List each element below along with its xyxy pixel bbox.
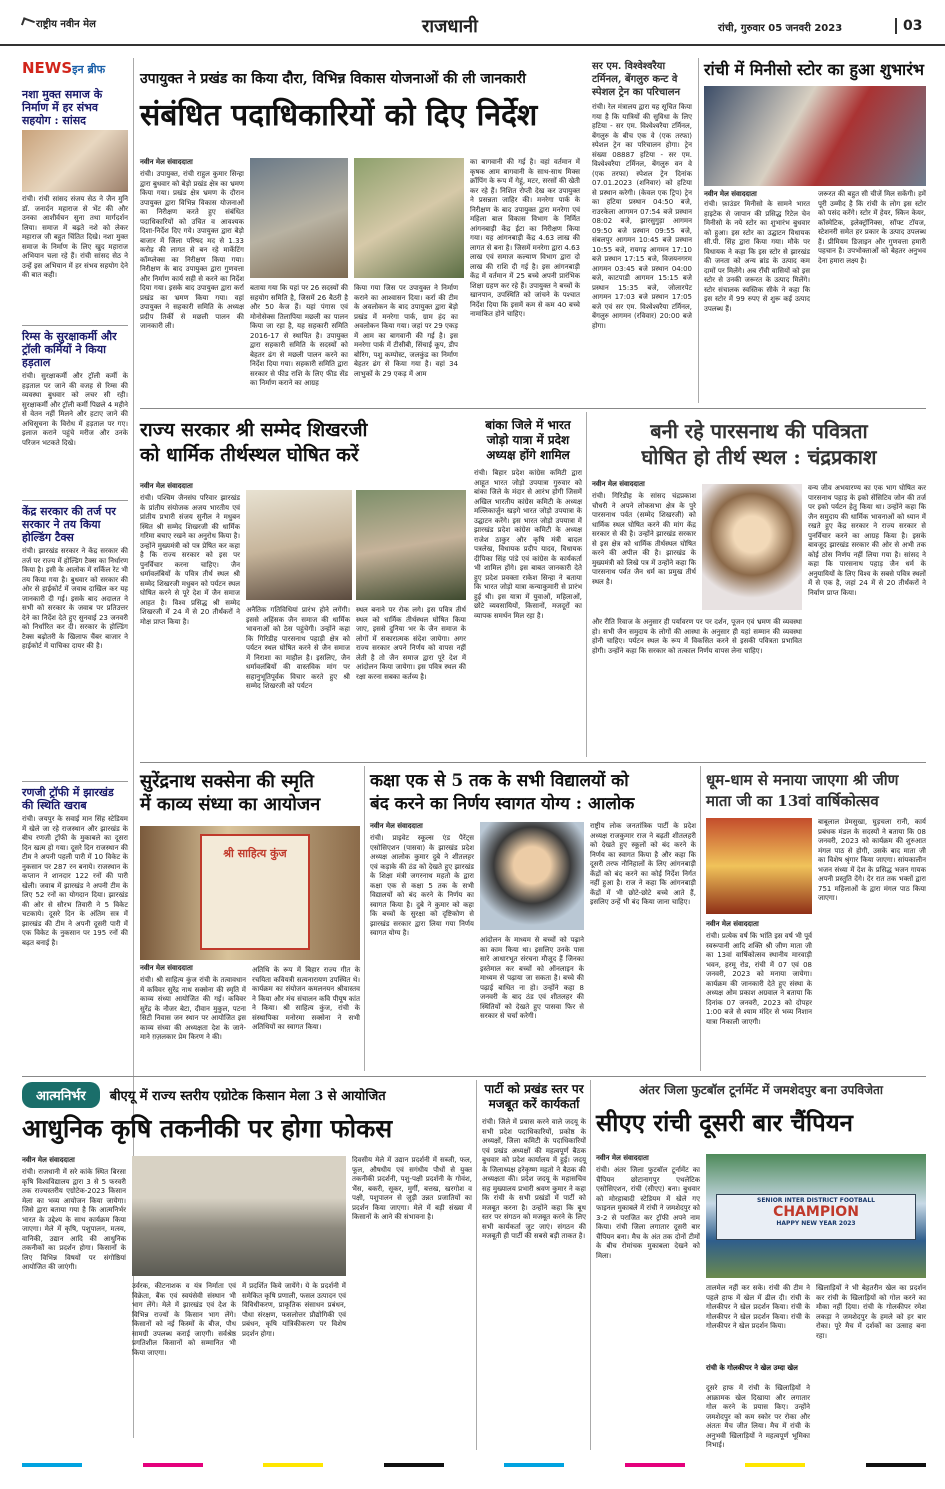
krishi-col2: उर्वरक, कीटनाशक व यंत्र निर्माता एवं विक्रेता, बैंक एवं स्वयंसेवी संस्थान भी भाग लेंगे। मेले में झारखंड एवं देश के विभिन्न राज्यों के किसान भाग लेंगे। किसानों को नई किस्मों के बीज, पौध सामग्री उपलब्ध कराई जाएगी। सर्वश्रेष्ठ प्रगतिशील किसानों को सम्मानित भी किया जाएगा। <box>132 1282 236 1357</box>
parasnath-col-b: और रीति रिवाज के अनुसार ही पर्यावरण पर पर दर्शन, पूजन एवं भ्रमण की व्यवस्था हो। सभी जैन समुदाय के लोगों की आस्था के अनुसार ही यहां सम्मान की व्यवस्था होनी चाहिए। पर्यटन स्थल के रूप में विकसित करने से इसकी पवित्रता प्रभावित होगी। उन्होंने कहा कि सरकार को तत्काल निर्णय वापस लेना चाहिए। <box>592 618 802 655</box>
krishi-headline: आधुनिक कृषि तकनीकी पर होगा फोकस <box>22 1114 393 1143</box>
sammed-col1: रांची। पश्चिम जैनसंघ परिवार झारखंड के प्रांतीय संयोजक अजय भारतीय एवं प्रांतीय प्रभारी संजय सुनील ने मधुबन स्थित श्री सम्मेद शिखरजी की धार्मिक गरिमा बचाए रखने का अनुरोध किया है। उन्होंने मुख्यमंत्री को पत्र प्रेषित कर कहा है कि राज्य सरकार को इस पर पुनर्विचार करना चाहिए। जैन धर्मावलंबियों के पवित्र तीर्थ स्थल श्री सम्मेद शिखरजी मधुबन को पर्यटन स्थल घोषित करने से पूरे देश में जैन समाज आहत है। विश्व प्रसिद्ध श्री सम्मेद शिखरजी में 24 में से 20 तीर्थंकरों ने मोक्ष प्राप्त किया है। <box>140 494 240 626</box>
schools-byline: नवीन मेल संवाददाता <box>370 822 423 830</box>
banka-headline: बांका जिले में भारत जोड़ो यात्रा में प्रदेश अध्यक्ष होंगे शामिल <box>485 418 571 462</box>
brief-item-head: केंद्र सरकार की तर्ज पर सरकार ने तय किया होल्डिंग टैक्स <box>22 505 116 544</box>
story-saxena <box>140 770 360 1070</box>
football-col-bottom: तालमेल नहीं कर सके। रांची की टीम ने पहले हाफ में खेल में ढील दी। रांची के गोलकीपर ने खेल प्रदर्शन किया। रांची के गोलकीपर ने खेल प्रदर्शन किया। रांची के गोलकीपर ने खेल प्रदर्शन किया। <box>706 1284 810 1330</box>
story-dc-visit <box>140 70 580 390</box>
sammed-headline-1: राज्य सरकार श्री सम्मेद शिखरजी <box>140 419 368 441</box>
section-title: राजधानी <box>422 16 478 37</box>
dateline: रांची, गुरुवार 05 जनवरी 2023 <box>718 23 843 34</box>
krishi-byline: नवीन मेल संवाददाता <box>22 1156 75 1164</box>
parasnath-photo <box>702 484 802 610</box>
krishi-kicker-bar <box>22 1082 472 1108</box>
saxena-banner-text: श्री साहित्य कुंज <box>223 847 287 860</box>
bird-icon <box>21 17 35 29</box>
story1-col1: रांची। उपायुक्त, रांची राहुल कुमार सिन्हा द्वारा बुधवार को बेड़ो प्रखंड क्षेत्र का भ्रमण किया गया। प्रखंड क्षेत्र भ्रमण के दौरान उपायुक्त द्वारा विभिन्न विकास योजनाओं का निरीक्षण करते हुए संबंधित पदाधिकारियों को उचित व आवश्यक दिशा-निर्देश दिए गये। उपायुक्त द्वारा बेड़ो बाजार में जिला परिषद मद से 1.33 करोड़ की लागत से बन रहे मार्केटिंग कॉम्प्लेक्स का निरीक्षण किया गया। निरीक्षण के बाद उपायुक्त द्वारा गुणवत्ता और निर्माण कार्य सही से करने का निर्देश दिया गया। इसके बाद उपायुक्त द्वारा कर्रा प्रखंड का भ्रमण किया गया। वहां उपायुक्त ने सहकारी समिति के अध्यक्ष प्रदीप तिर्की से मछली पालन की जानकारी ली। <box>140 170 244 330</box>
football-banner-line2: CHAMPION <box>773 1204 859 1220</box>
story-banka <box>474 418 582 758</box>
page-number: 03 <box>895 18 922 34</box>
brief-item-text: रांची। सुरक्षाकर्मी और ट्रॉली कर्मी के हड़ताल पर जाने की वजह से रिम्स की व्यवस्था बुधवार को लचर सी रही। सुरक्षाकर्मी और ट्रॉली कर्मी पिछले 4 महीने से वेतन नहीं मिलने और हटाए जाने की अधिसूचना के विरोध में हड़ताल पर गए। इलाज कराने पहुंचे मरीज और उनके परिजन भटकते दिखे। <box>22 372 128 447</box>
story1-col2: बताया गया कि यहां पर 26 सदस्यों की सहयोग समिति है, जिसमें 26 बैठरी है और 50 केज हैं। यहां पंगास एवं मोनोसेक्स तिलापिया मछली का पालन किया जा रहा है, यह सहकारी समिति 2016-17 से स्थापित है। उपायुक्त द्वारा सहकारी समिति के सदस्यों को बेहतर ढंग से मछली पालन करने का निर्देश दिया गया। सहकारी समिति द्वारा सरकार से फीड राशि के लिए फीड सेंड का निर्माण कराने का आग्रह <box>250 284 348 387</box>
schools-photo <box>480 822 584 930</box>
krishi-tag: आत्मनिर्भर <box>22 1082 100 1108</box>
story-schools <box>370 770 696 1070</box>
krishi-col3: में प्रदर्शित किये जायेंगे। ये के प्रदर्शनी में समेकित कृषि प्रणाली, फसल उत्पादन एवं विविधीकरण, प्राकृतिक संसाधन प्रबंधन, पौधा संरक्षण, फसलोत्तर प्रौद्योगिकी एवं प्रबंधन, कृषि यांत्रिकीकरण पर विशेष प्रदर्शन होगा। <box>242 1282 346 1338</box>
paper-name: राष्ट्रीय नवीन मेल <box>36 19 96 30</box>
banka-text: रांची। बिहार प्रदेश कांग्रेस कमिटी द्वारा आहूत भारत जोड़ो उपयात्रा गुरुवार को बांका जिले के मंदार से आरंभ होगी जिसमें अखिल भारतीय कांग्रेस कमिटी के अध्यक्ष मल्लिकार्जुन खड़गे भारत जोड़ो उपयात्रा के उद्घाटन करेंगे। इस भारत जोड़ो उपयात्रा में झारखंड प्रदेश कांग्रेस कमिटी के अध्यक्ष राजेश ठाकुर और कृषि मंत्री बादल पत्रलेख, विधायक प्रदीप यादव, विधायक दीपिका सिंह पांडे एवं कांग्रेस के कार्यकर्ता भी शामिल होंगे। इस बाबत जानकारी देते हुए प्रदेश प्रवक्ता राकेश सिन्हा ने बताया कि भारत जोड़ो यात्रा कन्याकुमारी से प्रारंभ हुई थी। इस यात्रा में युवाओं, महिलाओं, छोटे व्यवसायियों, किसानों, मजदूरों का व्यापक समर्थन मिल रहा है। <box>474 469 582 620</box>
schools-headline-1: कक्षा एक से 5 तक के सभी विद्यालयों को <box>370 771 629 791</box>
parasnath-col-a: रांची। गिरिडीह के सांसद चंद्रप्रकाश चौधरी ने अपने लोकसभा क्षेत्र के पुरे पारसनाथ पर्वत (सम्मेद शिखरजी) को धार्मिक स्थल घोषित करने की मांग केंद्र सरकार से की है। उन्होंने झारखंड सरकार से इस क्षेत्र को धार्मिक तीर्थस्थल घोषित करने की अपील की है। झारखंड के मुख्यमंत्री को लिखे पत्र में उन्होंने कहा कि पारसनाथ पर्वत जैन धर्म का प्रमुख तीर्थ स्थल है। <box>592 492 696 586</box>
krishi-col4: दिवसीय मेले में उद्यान प्रदर्शनी में सब्जी, फल, फूल, औषधीय एवं सगंधीय पौधों से युक्त तकनीकी प्रदर्शनी, पशु-पक्षी प्रदर्शनी के गोवंश, भैंस, बकरी, सूकर, मुर्गी, बत्तख, खरगोश व पक्षी, पशुपालन से जुड़ी उन्नत प्रजातियों का प्रदर्शन किया जाएगा। मेले में बड़ी संख्या में किसानों के आने की संभावना है। <box>352 1156 472 1221</box>
saxena-col1: रांची। श्री साहित्य कुंज रांची के तत्वावधान में कविवर सुरेंद्र नाथ सक्सेना की स्मृति में काव्य संध्या आयोजित की गई। कविवर सुरेंद्र के नौजर बेटा, दीवान मुकुल, पटना सिटी निवास जन स्थान पर आयोजित इस काव्य संध्या की अध्यक्षता देश के जाने-माने ग़ज़लकार प्रेम किरण ने की। <box>140 976 246 1041</box>
party-headline: पार्टी को प्रखंड स्तर पर मजबूत करें कार्यकर्ता <box>484 1082 584 1111</box>
reg-mark <box>22 1463 82 1467</box>
brief-item-head: नशा मुक्त समाज के निर्माण में हर संभव सहयोग : सांसद <box>22 88 103 127</box>
story1-kicker: उपायुक्त ने प्रखंड का किया दौरा, विभिन्न विकास योजनाओं की ली जानकारी <box>140 71 526 87</box>
miniso-photo <box>704 86 926 186</box>
brief-item-head: रणजी ट्रॉफी में झारखंड की स्थिति खराब <box>22 786 114 812</box>
schools-col1: रांची। प्राइवेट स्कूल्स एंड पैरेंट्स एसोसिएशन (पासवा) के झारखंड प्रदेश अध्यक्ष आलोक कुमार दुबे ने शीतलहर एवं कड़ाके की ठंड को देखते हुए झारखंड के शिक्षा मंत्री जगरनाथ महतो के द्वारा कक्षा एक से कक्षा 5 तक के सभी विद्यालयों को बंद करने के निर्णय का स्वागत किया है। दुबे ने कुमार को कहा कि बच्चों के सुरक्षा को दृष्टिकोण से झारखंड सरकार द्वारा लिया गया निर्णय स्वागत योग्य है। <box>370 834 474 937</box>
sammed-col2: अनैतिक गतिविधियां प्रारंभ होने लगेंगी। इससे अहिंसक जैन समाज की धार्मिक भावनाओं को ठेस पहुंचेगी। उन्होंने कहा कि गिरिडीह पारसनाथ पहाड़ी क्षेत्र को पर्यटन स्थल घोषित करने से जैन समाज में निराशा का माहौल है। इसलिए, जैन धर्मावलंबियों की वास्तविक मांग पर सहानुभूतिपूर्वक विचार करते हुए श्री सम्मेद शिखरजी को पर्यटन <box>246 606 350 690</box>
parasnath-headline-2: घोषित हो तीर्थ स्थल : चंद्रप्रकाश <box>641 445 877 469</box>
saxena-banner <box>200 834 310 950</box>
brief-label: इन ब्रीफ <box>72 63 106 76</box>
train-headline: सर एम. विश्वेश्वरैया टर्मिनल, बेंगलुरु कन्ट वे स्पेशल ट्रेन का परिचालन <box>592 61 681 98</box>
story-football <box>596 1082 926 1452</box>
train-text: रांची। रेल मंत्रालय द्वारा यह सूचित किया गया है कि यात्रियों की सुविधा के लिए हटिया - सर एम. विश्वेश्वरैया टर्मिनल, बेंगलुरु के बीच एक वे (एक तरफा) स्पेशल ट्रेन का परिचालन होगा। ट्रेन संख्या 08887 हटिया - सर एम. विश्वेश्वरैया टर्मिनल, बेंगलुरु वन वे (एक तरफा) स्पेशल ट्रेन दिनांक 07.01.2023 (शनिवार) को हटिया से प्रस्थान करेगी। (केवल एक ट्रिप) ट्रेन का हटिया प्रस्थान 04:50 बजे, राउरकेला आगमन 07:54 बजे प्रस्थान 08:02 बजे, झारसुगुड़ा आगमन 09:50 बजे प्रस्थान 09:55 बजे, संबलपुर आगमन 10:45 बजे प्रस्थान 10:55 बजे, रायगढ़ आगमन 17:10 बजे प्रस्थान 17:15 बजे, विजयनगरम आगमन 03:45 बजे प्रस्थान 04:00 बजे, काटपाडी आगमन 15:15 बजे प्रस्थान 15:35 बजे, जोलारपेट आगमन 17:03 बजे प्रस्थान 17:05 बजे एवं सर एम. विश्वेश्वरैया टर्मिनल, बेंगलुरु आगमन (रविवार) 20:00 बजे होगा। <box>592 103 692 330</box>
jeen-headline-1: धूम-धाम से मनाया जाएगा श्री जीण <box>706 771 899 789</box>
story1-photo2 <box>354 158 464 278</box>
brief-item <box>22 325 128 494</box>
football-subhead: रांची के गोलकीपर ने खेल उम्दा खेल <box>706 1364 798 1372</box>
story-krishi <box>22 1082 472 1452</box>
schools-headline-2: बंद करने का निर्णय स्वागत योग्य : आलोक <box>370 794 635 814</box>
football-col2: खिलाड़ियों ने भी बेहतरीन खेल का प्रदर्शन कर रांची के खिलाड़ियों को गोल करने का मौका नहीं दिया। रांची के गोलकीपर रमेश लकड़ा ने जमशेदपुर के हमले को हर बार रोका। पूरे मैच में दर्शकों का उत्साह बना रहा। <box>816 1284 926 1340</box>
reg-mark <box>866 1463 926 1467</box>
party-text: रांची। जिले में प्रवास करने वाले जदयू के सभी प्रदेश पदाधिकारियों, प्रकोष्ठ के अध्यक्षों, जिला कमिटी के पदाधिकारियों एवं प्रखंड अध्यक्षों की महत्वपूर्ण बैठक बुधवार को प्रदेश कार्यालय में हुई। जदयू के जिलाध्यक्ष हरेकृष्ण महतो ने बैठक की अध्यक्षता की। प्रदेश जदयू के महासचिव सह मुख्यालय प्रभारी श्रवण कुमार ने कहा कि रांची के सभी प्रखंडों में पार्टी को मजबूत करना है। उन्होंने कहा कि बूथ स्तर पर संगठन को मजबूत करने के लिए सभी कार्यकर्ता जुट जाएं। संगठन की मजबूती ही पार्टी की सबसे बड़ी ताकत है। <box>482 1118 586 1240</box>
story-miniso <box>704 60 926 405</box>
jeen-col1: रांची। प्रत्येक वर्ष कि भांति इस वर्ष भी पूर्व स्वरूपानी आदि शक्ति श्री जीण माता जी का 13वां वार्षिकोत्सव स्थानीय मारवाड़ी भवन, हरमू रोड, रांची में 07 एवं 08 जनवरी, 2023 को मनाया जायेगा। कार्यक्रम की जानकारी देते हुए संस्था के अध्यक्ष ओम प्रकाश अग्रवाल ने बताया कि दिनांक 07 जनवरी, 2023 को दोपहर 1:00 बजे से श्याम मंदिर से भव्य निशान यात्रा निकाली जाएगी। <box>706 932 812 1026</box>
sammed-photo-right <box>356 490 466 600</box>
football-headline: सीएए रांची दूसरी बार चैंपियन <box>596 1108 853 1137</box>
story-jeen-mata <box>706 770 926 1070</box>
football-photo <box>706 1154 926 1278</box>
football-mid-text: दूसरे हाफ में रांची के खिलाड़ियों ने आक्रामक खेल दिखाया और लगातार गोल करने के प्रयास किए। उन्होंने जमशेदपुर को कम स्कोर पर रोका और अंततः मैच जीत लिया। मैच में रांची के अनुभवी खिलाड़ियों ने महत्वपूर्ण भूमिका निभाई। <box>706 1384 810 1449</box>
story1-col3: किया गया जिस पर उपायुक्त ने निर्माण कराने का आश्वासन दिया। कर्रा की टीम के अवलोकन के बाद उपायुक्त द्वारा बेड़ो प्रखंड में मनरेगा पार्क, ग्राम हंद का अवलोकन किया गया। जहां पर 29 एकड़ में आम का बागवानी की गई है। इस मनरेगा पार्क में टीसीबी, सिंचाई कूप, डीप बोरिंग, पशु कम्पोस्ट, जलकुंड का निर्माण बेहतर ढंग से किया गया है। वहां 34 लाभुकों के 29 एकड़ में आम <box>354 284 458 378</box>
miniso-col1: रांची। फ़ाउंडर मिनीसो के सामने भारत हाइटेक से जापान की प्रसिद्ध रिटेल चेन मिनीसो के नये स्टोर का शुभारंभ बुधवार को हुआ। इस स्टोर का उद्घाटन विधायक सी.पी. सिंह द्वारा किया गया। मौके पर विधायक ने कहा कि इस स्टोर से झारखंड की जनता को अन्य ब्रांड के उत्पाद कम दामों पर मिलेंगे। अब राँची वासियों को इस स्टोर से उनकी जरूरत के उत्पाद मिलेंगे। स्टोर संचालक स्वस्तिक सीके ने कहा कि इस स्टोर में 99 रुपए से शुरू कई उत्पाद उपलब्ध हैं। <box>704 200 810 313</box>
paper-logo <box>22 16 96 30</box>
football-byline: नवीन मेल संवाददाता <box>596 1154 649 1162</box>
jeen-photo <box>706 818 812 914</box>
parasnath-byline: नवीन मेल संवाददाता <box>592 480 645 488</box>
brief-item-head: रिम्स के सुरक्षाकर्मी और ट्रॉली कर्मियों ने किया हड़ताल <box>22 330 117 369</box>
krishi-kicker: बीएयू में राज्य स्तरीय एग्रोटेक किसान मेला 3 से आयोजित <box>109 1089 386 1104</box>
story1-col4: का बागवानी की गई है। वहां वर्तमान में कृषक आम बागवानी के साथ-साथ मिक्स क्रॉपिंग के रूप में गेहूं, मटर, सरसों की खेती कर रहे हैं। निशित रोप्ती देख कर उपायुक्त ने प्रसन्नता जाहिर की। मनरेगा पार्क के निरीक्षण के बाद उपायुक्त द्वारा मनरेगा एवं महिला बाल विकास विभाग के निर्मित आंगनबाड़ी केंद्र ईटा का निरीक्षण किया गया। यह आंगनबाड़ी केंद्र 4.63 लाख की लागत से बना है। जिसमें मनरेगा द्वारा 4.63 लाख एवं समाज कल्याण विभाग द्वारा दो लाख की राशि दी गई है। इस आंगनबाड़ी केंद्र में वर्तमान में 25 बच्चे अपनी प्रारंभिक शिक्षा ग्रहण कर रहे हैं। उपायुक्त ने बच्चों के खानपान, उपस्थिति को जांचने के पश्चात निर्देश दिया कि इसमें कम से कम 40 बच्चे नामांकित होने चाहिए। <box>470 158 580 318</box>
jeen-col2: बाबूलाल प्रेमसुखा, घुड़चला रानी, कार्य प्रबंधक मंडल के सदस्यों ने बताया कि 08 जनवरी, 2023 को कार्यक्रम की शुरुआत मंगल पाठ से होगी, उसके बाद माता जी का विशेष श्रृंगार किया जाएगा। सांयकालीन भजन संध्या में देश के प्रसिद्ध भजन गायक अपनी प्रस्तुति देंगे। देर रात तक भक्तों द्वारा 751 महिलाओं के द्वारा मंगल पाठ किया जाएगा। <box>818 818 926 902</box>
parasnath-headline-1: बनी रहे पारसनाथ की पवित्रता <box>650 419 868 443</box>
sammed-photo-left <box>246 490 352 600</box>
sammed-headline-2: को धार्मिक तीर्थस्थल घोषित करें <box>140 444 359 466</box>
jeen-headline-2: माता जी का 13वां वार्षिकोत्सव <box>706 792 879 810</box>
saxena-headline-2: में काव्य संध्या का आयोजन <box>140 794 321 815</box>
krishi-photo <box>132 1156 346 1276</box>
reg-mark <box>143 1463 203 1467</box>
krishi-col1: रांची। राजधानी में सरे कांके स्थित बिरसा कृषि विश्वविद्यालय द्वारा 3 से 5 फरवरी तक राज्यस्तरीय एग्रोटेक-2023 किसान मेला का भव्य आयोजन किया जायेगा। जिसे द्वारा बताया गया है कि आत्मनिर्भर भारत के उद्देश्य के साथ कार्यक्रम किया जाएगा। मेले में कृषि, पशुपालन, मत्स्य, वानिकी, उद्यान आदि की आधुनिक तकनीकों का प्रदर्शन होगा। किसानों के लिए विभिन्न विषयों पर संगोष्ठियां आयोजित की जाएंगी। <box>22 1168 126 1271</box>
news-label: NEWS <box>22 59 73 77</box>
story-parasnath <box>592 418 926 758</box>
brief-item <box>22 88 128 317</box>
story-train <box>592 60 692 405</box>
football-banner-line3: HAPPY NEW YEAR 2023 <box>776 1220 856 1227</box>
story-sammed <box>140 418 466 758</box>
color-registration-bar <box>22 1460 926 1470</box>
reg-mark <box>625 1463 685 1467</box>
miniso-col2: जरूरत की बहुत सी चीजें मिल सकेंगी। हमें पूरी उम्मीद है कि रांची के लोग इस स्टोर को पसंद करेंगे। स्टोर में हेयर, स्किन केयर, कॉस्मेटिक, इलेक्ट्रॉनिक्स, सॉफ्ट टॉयज, स्टेशनरी समेत हर प्रकार के उत्पाद उपलब्ध हैं। प्रीमियम डिजाइन और गुणवत्ता हमारी पहचान है। उपभोक्ताओं को बेहतर अनुभव देना हमारा लक्ष्य है। <box>818 190 926 265</box>
saxena-photo <box>140 826 360 960</box>
brief-item <box>22 500 128 775</box>
saxena-byline: नवीन मेल संवाददाता <box>140 964 193 972</box>
brief-item-text: रांची। जयपुर के सवाई मान सिंह स्टेडियम में खेले जा रहे राजस्थान और झारखंड के बीच रणजी ट्रॉफी के मुकाबले का दूसरा दिन खत्म हो गया। दूसरे दिन राजस्थान की टीम ने अपनी पहली पारी में 10 विकेट के नुकसान पर 287 रन बनाये। राजस्थान के कप्तान ने शानदार 122 रनों की पारी खेली। जवाब में झारखंड ने अपनी टीम के लिए 52 रनों का योगदान दिया। झारखंड की ओर से सौरभ तिवारी ने 5 विकेट चटकाये। दूसरे दिन के अंतिम सत्र में झारखंड की टीम ने अपनी दूसरी पारी में एक विकेट के नुकसान पर 195 रनों की बढ़त बनाई है। <box>22 815 128 947</box>
saxena-headline-1: सुरेंद्रनाथ सक्सेना की स्मृति <box>140 771 314 792</box>
story-party <box>482 1082 586 1452</box>
news-brief-label <box>22 58 128 82</box>
football-col1: रांची। अंतर जिला फुटबॉल टूर्नामेंट का चैंपियन छोटानागपुर एथलेटिक एसोसिएशन, रांची (सीएए) बना। बुधवार को मोरहाबादी स्टेडियम में खेले गए फाइनल मुकाबले में रांची ने जमशेदपुर को 3-2 से पराजित कर ट्रॉफी अपने नाम किया। रांची जिला लगातार दूसरी बार चैंपियन बना। मैच के अंत तक दोनों टीमों के बीच रोमांचक मुकाबला देखने को मिला। <box>596 1166 700 1260</box>
schools-col3: राष्ट्रीय लोक जनतांत्रिक पार्टी के प्रदेश अध्यक्ष राजकुमार राज ने बढ़ती शीतलहरी को देखते हुए स्कूलों को बंद करने के निर्णय का स्वागत किया है और कहा कि दूसरी तरफ नौनिहालों के लिए आंगनबाड़ी केंद्रों को बंद करने का कोई निर्देश निर्गत नहीं हुआ है। राज ने कहा कि आंगनबाड़ी केंद्रों में भी छोटे-छोटे बच्चे आते हैं, इसलिए उन्हें भी बंद किया जाना चाहिए। <box>590 822 696 906</box>
reg-mark <box>263 1463 323 1467</box>
brief-item-text: रांची। रांची सांसद संजय सेठ ने जैन मुनि डॉ. जनार्दन महाराज से भेंट की और उनका आशीर्वचन सुना तथा मार्गदर्शन लिया। समाज में बढ़ते नशे को लेकर महाराज जी बहुत चिंतित दिखे। नशा मुक्त समाज के निर्माण के लिए खुद महाराज अभियान चला रहे हैं। रांची सांसद सेठ ने उन्हें इस अभियान में हर संभव सहयोग देने की बात कही। <box>22 195 128 279</box>
reg-mark <box>745 1463 805 1467</box>
story1-headline: संबंधित पदाधिकारियों को दिए निर्देश <box>140 98 538 133</box>
brief-photo <box>22 130 128 192</box>
story1-photo1 <box>250 158 348 278</box>
football-kicker: अंतर जिला फुटबॉल टूर्नामेंट में जमशेदपुर बना उपविजेता <box>638 1083 883 1097</box>
brief-item-text: रांची। झारखंड सरकार ने केंद्र सरकार की तर्ज पर राज्य में होल्डिंग टैक्स का निर्धारण किया है। इसी के आलोक में सर्किल रेट भी तय किया गया है। बुधवार को सरकार की ओर से हाईकोर्ट में जवाब दाखिल कर यह जानकारी दी गई। इसके बाद अदालत ने सभी को सरकार के जवाब पर प्रतिउत्तर देने का निर्देश देते हुए सुनवाई 23 जनवरी को निर्धारित कर दी। सरकार के होल्डिंग टैक्स बढ़ोतरी के खिलाफ चैंबर बाजार ने हाईकोर्ट में याचिका दायर की है। <box>22 547 129 650</box>
football-banner-line1: SENIOR INTER DISTRICT FOOTBALL <box>757 1197 875 1204</box>
story1-byline: नवीन मेल संवाददाता <box>140 158 193 166</box>
sammed-col3: स्थल बनाने पर रोक लगे। इस पवित्र तीर्थ स्थल को धार्मिक तीर्थस्थल घोषित किया जाए, इससे दुनिया भर के जैन समाज के लोगों में सकारात्मक संदेश जायेगा। अगर राज्य सरकार अपने निर्णय को वापस नहीं लेती है तो जैन समाज द्वारा पूरे देश में आंदोलन किया जायेगा। इस पवित्र स्थल की रक्षा करना सबका कर्तव्य है। <box>356 606 466 681</box>
schools-col2: आंदोलन के माध्यम से बच्चों को पढ़ाने का काम किया था। इसलिए उनके पास सारे आधारभूत संरचना मौजूद हैं जिनका इस्तेमाल कर बच्चों को ऑनलाइन के माध्यम से पढ़ाया जा सकता है। बच्चे की पढ़ाई बाधित ना हो। उन्होंने कहा 8 जनवरी के बाद ठंड एवं शीतलहर की स्थितियों को देखते हुए पासवा फिर से सरकार से चर्चा करेगी। <box>480 936 584 1020</box>
saxena-col2: अतिथि के रूप में बिहार राज्य गीत के रचयिता कवियत्री सत्यनारायण उपस्थित थे। कार्यक्रम का संयोजन कमलनयन श्रीवास्तव ने किया और मंच संचालन कवि पीयूष कांत ने किया। श्री साहित्य कुंज, रांची के संस्थापिका मनोरमा सक्सेना ने सभी अतिथियों का स्वागत किया। <box>252 966 360 1031</box>
parasnath-col-right: वन्य जीव अभयारण्य का एक भाग घोषित कर पारसनाथ पहाड़ के इको सेंसिटिव जोन की तर्ज पर इको पर्यटन हेतु किया था। उन्होंने कहा कि जैन समुदाय की धार्मिक भावनाओं को ध्यान में रखते हुए केंद्र सरकार ने राज्य सरकार से पुनर्विचार करने का आग्रह किया है। इसके बावजूद झारखंड सरकार की ओर से अभी तक कोई ठोस निर्णय नहीं लिया गया है। सांसद ने कहा कि पारसनाथ पहाड़ जैन धर्म के अनुयायियों के लिए विश्व के सबसे पवित्र स्थलों में से एक है, जहां 24 में से 20 तीर्थंकरों ने निर्वाण प्राप्त किया। <box>808 484 926 597</box>
miniso-headline: रांची में मिनीसो स्टोर का हुआ शुभारंभ <box>704 60 924 79</box>
football-banner <box>716 1194 916 1240</box>
sammed-byline: नवीन मेल संवाददाता <box>140 482 193 490</box>
masthead <box>0 0 945 46</box>
reg-mark <box>504 1463 564 1467</box>
reg-mark <box>384 1463 444 1467</box>
miniso-byline: नवीन मेल संवाददाता <box>704 190 757 198</box>
jeen-byline: नवीन मेल संवाददाता <box>706 920 759 928</box>
